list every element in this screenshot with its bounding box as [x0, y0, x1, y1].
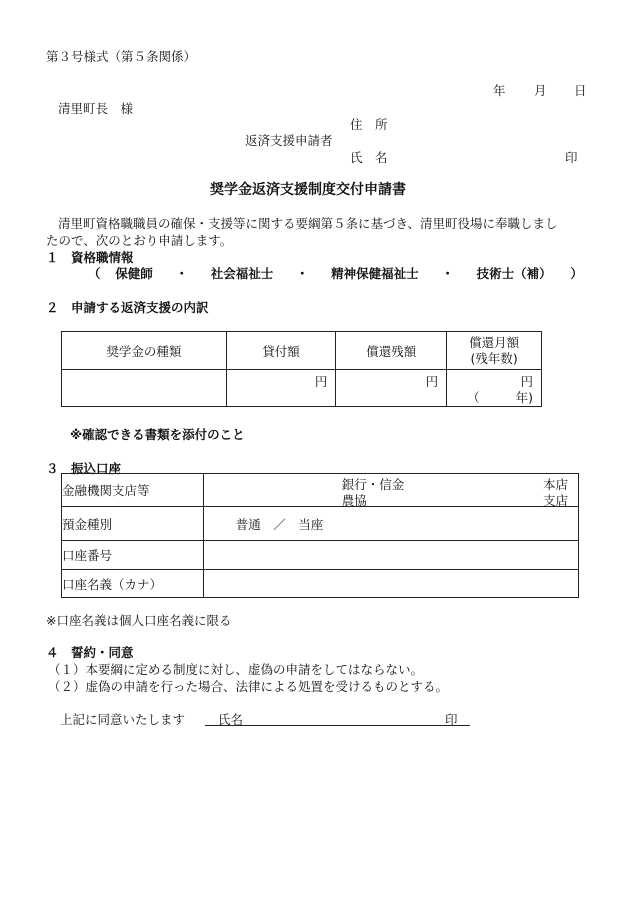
remaining-balance-input[interactable]: [336, 370, 447, 407]
section3-heading: ３ 振込口座: [46, 461, 122, 476]
account-name-label: 口座名義（カナ）: [62, 570, 204, 598]
agree-seal-mark: 印: [445, 712, 458, 727]
header-loan-amount: 貸付額: [226, 332, 336, 370]
intro-line-1: 清里町資格職職員の確保・支援等に関する要綱第５条に基づき、清里町役場に奉職しまし: [58, 216, 558, 231]
header-scholarship-type: 奨学金の種類: [62, 332, 227, 370]
bank-label: 金融機関支店等: [62, 474, 204, 507]
account-name-input[interactable]: [203, 570, 578, 598]
header-remaining-years-label: (残年数): [470, 350, 518, 366]
applicant-name-label: 氏 名: [350, 150, 388, 165]
applicant-seal-mark: 印: [565, 150, 578, 165]
remaining-years-open: （: [467, 390, 480, 405]
options-open-paren: （: [88, 266, 101, 281]
option-psychiatric-social-worker[interactable]: 精神保健福祉士: [331, 266, 419, 281]
loan-amount-input[interactable]: [226, 370, 336, 407]
section4-heading: ４ 誓約・同意: [46, 645, 134, 660]
header-remaining-balance: 償還残額: [336, 332, 447, 370]
repayment-table: [61, 331, 542, 407]
deposit-type-label: 預金種別: [62, 507, 204, 541]
account-name-note: ※口座名義は個人口座名義に限る: [46, 613, 232, 628]
repayment-table-header-row: [62, 332, 542, 370]
options-close-paren: ）: [570, 266, 583, 281]
option-public-health-nurse[interactable]: 保健師: [115, 266, 153, 281]
branch-branch-office: 支店: [542, 493, 568, 508]
deposit-type-input[interactable]: 普通 ／ 当座: [203, 507, 578, 541]
date-day-label: 日: [574, 83, 587, 98]
branch-main-office: 本店: [542, 477, 568, 492]
account-number-label: 口座番号: [62, 541, 204, 570]
option-separator: ・: [175, 266, 188, 281]
document-title: 奨学金返済支援制度交付申請書: [210, 182, 406, 198]
pledge-item-1: （１）本要綱に定める制度に対し、虚偽の申請をしてはならない。: [48, 662, 424, 677]
option-separator: ・: [295, 266, 309, 281]
section2-heading: ２ 申請する返済支援の内訳: [46, 300, 209, 315]
account-name-row: [62, 570, 579, 598]
option-engineer[interactable]: 技術士（補）: [476, 266, 552, 281]
form-number: 第３号様式（第５条関係）: [46, 49, 197, 64]
date-year-label: 年: [493, 83, 506, 98]
header-monthly-repayment: [447, 332, 542, 370]
pledge-item-2: （２）虚偽の申請を行った場合、法律による処置を受けるものとする。: [48, 679, 449, 694]
account-number-input[interactable]: [203, 541, 578, 570]
option-separator: ・: [441, 266, 454, 281]
bank-row: [62, 474, 579, 507]
scholarship-type-input[interactable]: [62, 370, 227, 407]
agree-text: 上記に同意いたします: [60, 712, 186, 727]
remaining-years-close: 年): [515, 390, 533, 405]
monthly-repayment-unit: 円: [520, 374, 533, 389]
remaining-balance-unit: 円: [425, 374, 439, 389]
bank-account-table: [61, 473, 579, 598]
loan-amount-unit: 円: [314, 374, 328, 389]
deposit-type-row: [62, 507, 579, 541]
header-monthly-repayment-label: 償還月額: [469, 334, 520, 350]
addressee: 清里町長 様: [58, 101, 134, 116]
applicant-address-label: 住 所: [350, 117, 388, 132]
qualification-options: [88, 264, 583, 282]
bank-type-bank-shinkin: 銀行・信金: [341, 477, 405, 492]
bank-type-agri-coop: 農協: [341, 493, 367, 508]
intro-line-2: たので、次のとおり申請します。: [46, 233, 233, 248]
attachment-note: ※確認できる書類を添付のこと: [70, 427, 245, 442]
applicant-role-label: 返済支援申請者: [245, 133, 333, 148]
option-social-worker[interactable]: 社会福祉士: [210, 266, 274, 281]
section1-heading: １ 資格職情報: [46, 250, 134, 265]
repayment-table-row: [62, 370, 542, 407]
monthly-repayment-input[interactable]: [447, 370, 542, 407]
agree-signature-field[interactable]: [205, 725, 470, 726]
account-number-row: [62, 541, 579, 570]
date-month-label: 月: [534, 83, 547, 98]
bank-input[interactable]: [203, 474, 578, 507]
agree-name-label: 氏名: [218, 712, 244, 727]
